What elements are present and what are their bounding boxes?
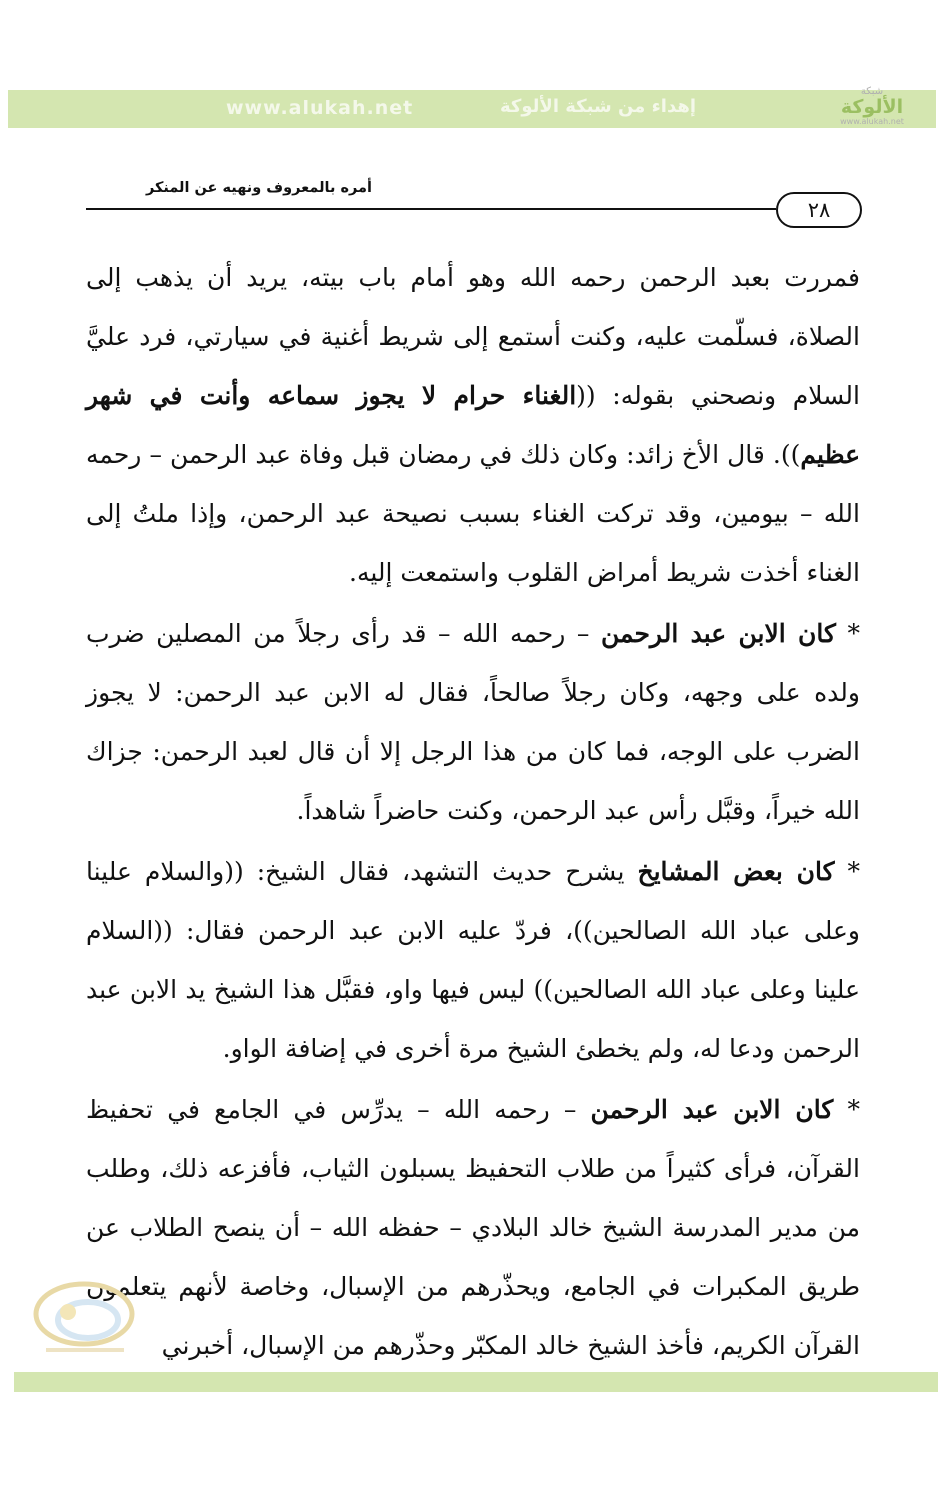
bottom-band bbox=[14, 1372, 938, 1392]
bullet-marker: * bbox=[833, 1095, 860, 1124]
text-run: فمررت بعبد الرحمن رحمه الله وهو أمام باب بيته، يريد أن يذهب إلى الصلاة، فسلّمت عليه، وكنت أستمع إلى شريط أغنية في سيارتي، فرد عليَّ السلام ونصحني بقوله: (( bbox=[86, 263, 860, 410]
paragraph-2 bbox=[86, 604, 860, 840]
paragraph-4 bbox=[86, 1080, 860, 1375]
running-header-title: أمره بالمعروف ونهيه عن المنكر bbox=[145, 180, 372, 196]
alukah-logo bbox=[820, 82, 924, 130]
banner-site-url: www.alukah.net bbox=[226, 97, 414, 119]
header-rule bbox=[86, 208, 776, 210]
text-run: – رحمه الله – قد رأى رجلاً من المصلين ضرب ولده على وجهه، وكان رجلاً صالحاً، فقال له الابن عبد الرحمن: لا يجوز الضرب على الوجه، فما كان من هذا الرجل إلا أن قال لعبد الرحمن: جزاك الله خيراً، وقبَّل رأس عبد الرحمن، وكنت حاضراً شاهداً. bbox=[86, 619, 860, 825]
logo-top-text: شبكة bbox=[860, 86, 884, 97]
text-run-bold: كان الابن عبد الرحمن bbox=[600, 619, 836, 648]
text-run: يشرح حديث التشهد، فقال الشيخ: ((والسلام علينا وعلى عباد الله الصالحين))، فردّ عليه الابن عبد الرحمن فقال: ((السلام علينا وعلى عباد الله الصالحين)) ليس فيها واو، فقبَّل هذا الشيخ يد الابن عبد الرحمن ودعا له، ولم يخطئ الشيخ مرة أخرى في إضافة الواو. bbox=[86, 857, 860, 1063]
text-run: )). قال الأخ زائد: وكان ذلك في رمضان قبل وفاة عبد الرحمن – رحمه الله – بيومين، وقد تركت الغناء بسبب نصيحة عبد الرحمن، وإذا ملتُ إلى الغناء أخذت شريط أمراض القلوب واستمعت إليه. bbox=[86, 440, 860, 587]
bullet-marker: * bbox=[834, 857, 860, 886]
paragraph-1 bbox=[86, 248, 860, 602]
logo-main-text: الألوكة bbox=[840, 96, 904, 118]
text-run-bold: كان بعض المشايخ bbox=[637, 857, 835, 886]
logo-sub-text: www.alukah.net bbox=[840, 117, 904, 126]
banner-gift-text: إهداء من شبكة الألوكة bbox=[500, 96, 696, 117]
text-run-bold: الغناء حرام لا يجوز سماعه وأنت في شهر عظيم bbox=[86, 381, 860, 469]
page-number: ٢٨ bbox=[776, 192, 862, 228]
bullet-marker: * bbox=[835, 619, 860, 648]
text-run-bold: كان الابن عبد الرحمن bbox=[590, 1095, 834, 1124]
decorative-logo-graphic bbox=[28, 1268, 140, 1360]
body-text bbox=[86, 248, 860, 1375]
top-banner bbox=[8, 86, 936, 128]
text-run: – رحمه الله – يدرِّس في الجامع في تحفيظ القرآن، فرأى كثيراً من طلاب التحفيظ يسبلون الثياب، فأفزعه ذلك، وطلب من مدير المدرسة الشيخ خالد البلادي – حفظه الله – أن ينصح الطلاب عن طريق المكبرات في الجامع، ويحذّرهم من الإسبال، وخاصة لأنهم يتعلمون القرآن الكريم، فأخذ الشيخ خالد المكبّر وحذّرهم من الإسبال، أخبرني bbox=[86, 1095, 860, 1360]
paragraph-3 bbox=[86, 842, 860, 1078]
side-decorative-logo bbox=[28, 1268, 140, 1360]
